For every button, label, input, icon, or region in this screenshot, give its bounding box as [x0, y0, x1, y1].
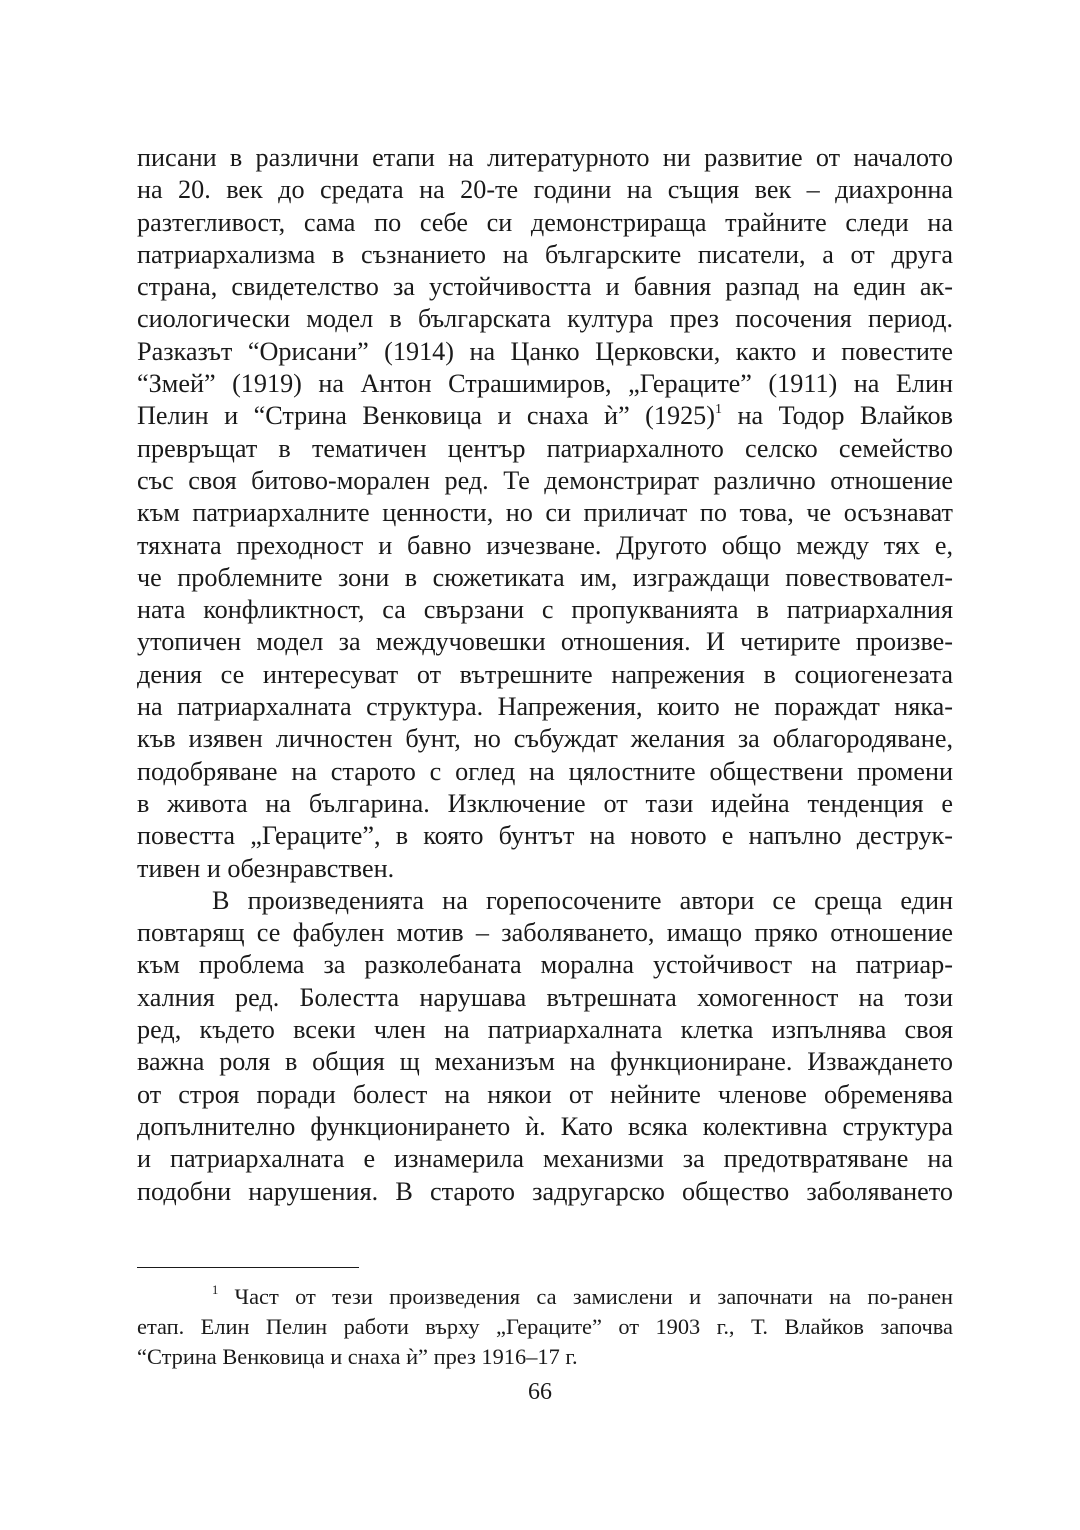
footnote-reference[interactable]: 1 [715, 401, 722, 417]
page-number: 66 [528, 1379, 552, 1405]
text-line: Разказът “Орисани” (1914) на Цанко Церковски, както и повестите [137, 336, 953, 366]
text-line: допълнително функционирането ѝ. Като всяка колективна структура [137, 1111, 953, 1141]
footnote [137, 1282, 953, 1372]
text-line: разтегливост, сама по себе си демонстрираща трайните следи на [137, 207, 953, 237]
text-line: превръщат в тематичен център патриархалното селско семейство [137, 433, 953, 463]
text-line: ната конфликтност, са свързани с пропукванията в патриархалния [137, 595, 953, 625]
text-line: подобряване на старото с оглед на цялостните обществени промени [137, 756, 953, 786]
footnote-line: “Стрина Венковица и снаха ѝ” през 1916–17 г. [137, 1344, 578, 1369]
footnote-line: етап. Елин Пелин работи върху „Гераците” от 1903 г., Т. Влайков започва [137, 1314, 953, 1339]
text-segment: Част от тези произведения са замислени и започнати на по-ранен [218, 1284, 953, 1309]
text-line: повтарящ се фабулен мотив – заболяването, имащо пряко отношение [137, 918, 953, 948]
text-line: утопичен модел за междучовешки отношения. И четирите произве- [137, 627, 953, 657]
text-line: патриархализма в съзнанието на българските писатели, а от друга [137, 239, 953, 269]
footnote-marker: 1 [212, 1282, 219, 1297]
text-line: халния ред. Болестта нарушава вътрешната хомогенност на този [137, 982, 953, 1012]
text-line: дения се интересуват от вътрешните напрежения в социогенезата [137, 659, 953, 689]
paragraph-1 [137, 142, 953, 885]
text-line: тивен и обезнравствен. [137, 853, 395, 883]
text-line: тяхната преходност и бавно изчезване. Другото общо между тях е, [137, 530, 953, 560]
text-line: подобни нарушения. В старото задругарско общество заболяването [137, 1176, 953, 1206]
text-line: “Змей” (1919) на Антон Страшимиров, „Гераците” (1911) на Елин [137, 369, 953, 399]
text-line: сиологически модел в българската култура през посочения период. [137, 304, 953, 334]
text-line: В произведенията на горепосочените автори се среща един [212, 885, 953, 915]
text-line: че проблемните зони в сюжетиката им, изграждащи повествовател- [137, 562, 953, 592]
text-line: и патриархалната е изнамерила механизми за предотвратяване на [137, 1144, 953, 1174]
text-segment: Пелин и “Стрина Венковица и снаха ѝ” (1925) [137, 401, 715, 431]
text-line: в живота на българина. Изключение от тази идейна тенденция е [137, 788, 953, 818]
text-line: важна роля в общия щ механизъм на функциониране. Изваждането [137, 1047, 953, 1077]
footnote-separator [137, 1267, 359, 1268]
text-line: къв изявен личностен бунт, но събуждат желания за облагородяване, [137, 724, 953, 754]
paragraph-2 [137, 885, 953, 1208]
text-line-with-footnote-ref [137, 400, 953, 432]
text-line: със своя битово-морален ред. Те демонстрират различно отношение [137, 465, 953, 495]
text-segment: на Тодор Влайков [722, 401, 953, 431]
text-line: към проблема за разколебаната морална устойчивост на патриар- [137, 950, 953, 980]
text-line: ред, където всеки член на патриархалната клетка изпълнява своя [137, 1015, 953, 1045]
text-line: на патриархалната структура. Напрежения, които не пораждат няка- [137, 692, 953, 722]
footnote-line [137, 1282, 953, 1312]
text-line: от строя поради болест на някои от нейните членове обременява [137, 1079, 953, 1109]
text-line: страна, свидетелство за устойчивостта и бавния разпад на един ак- [137, 272, 953, 302]
text-line: повестта „Гераците”, в която бунтът на новото е напълно деструк- [137, 821, 953, 851]
text-line: към патриархалните ценности, но си приличат по това, че осъзнават [137, 498, 953, 528]
main-text [137, 142, 953, 1208]
text-line: на 20. век до средата на 20-те години на същия век – диахронна [137, 175, 953, 205]
text-line: писани в различни етапи на литературното ни развитие от началото [137, 143, 953, 172]
